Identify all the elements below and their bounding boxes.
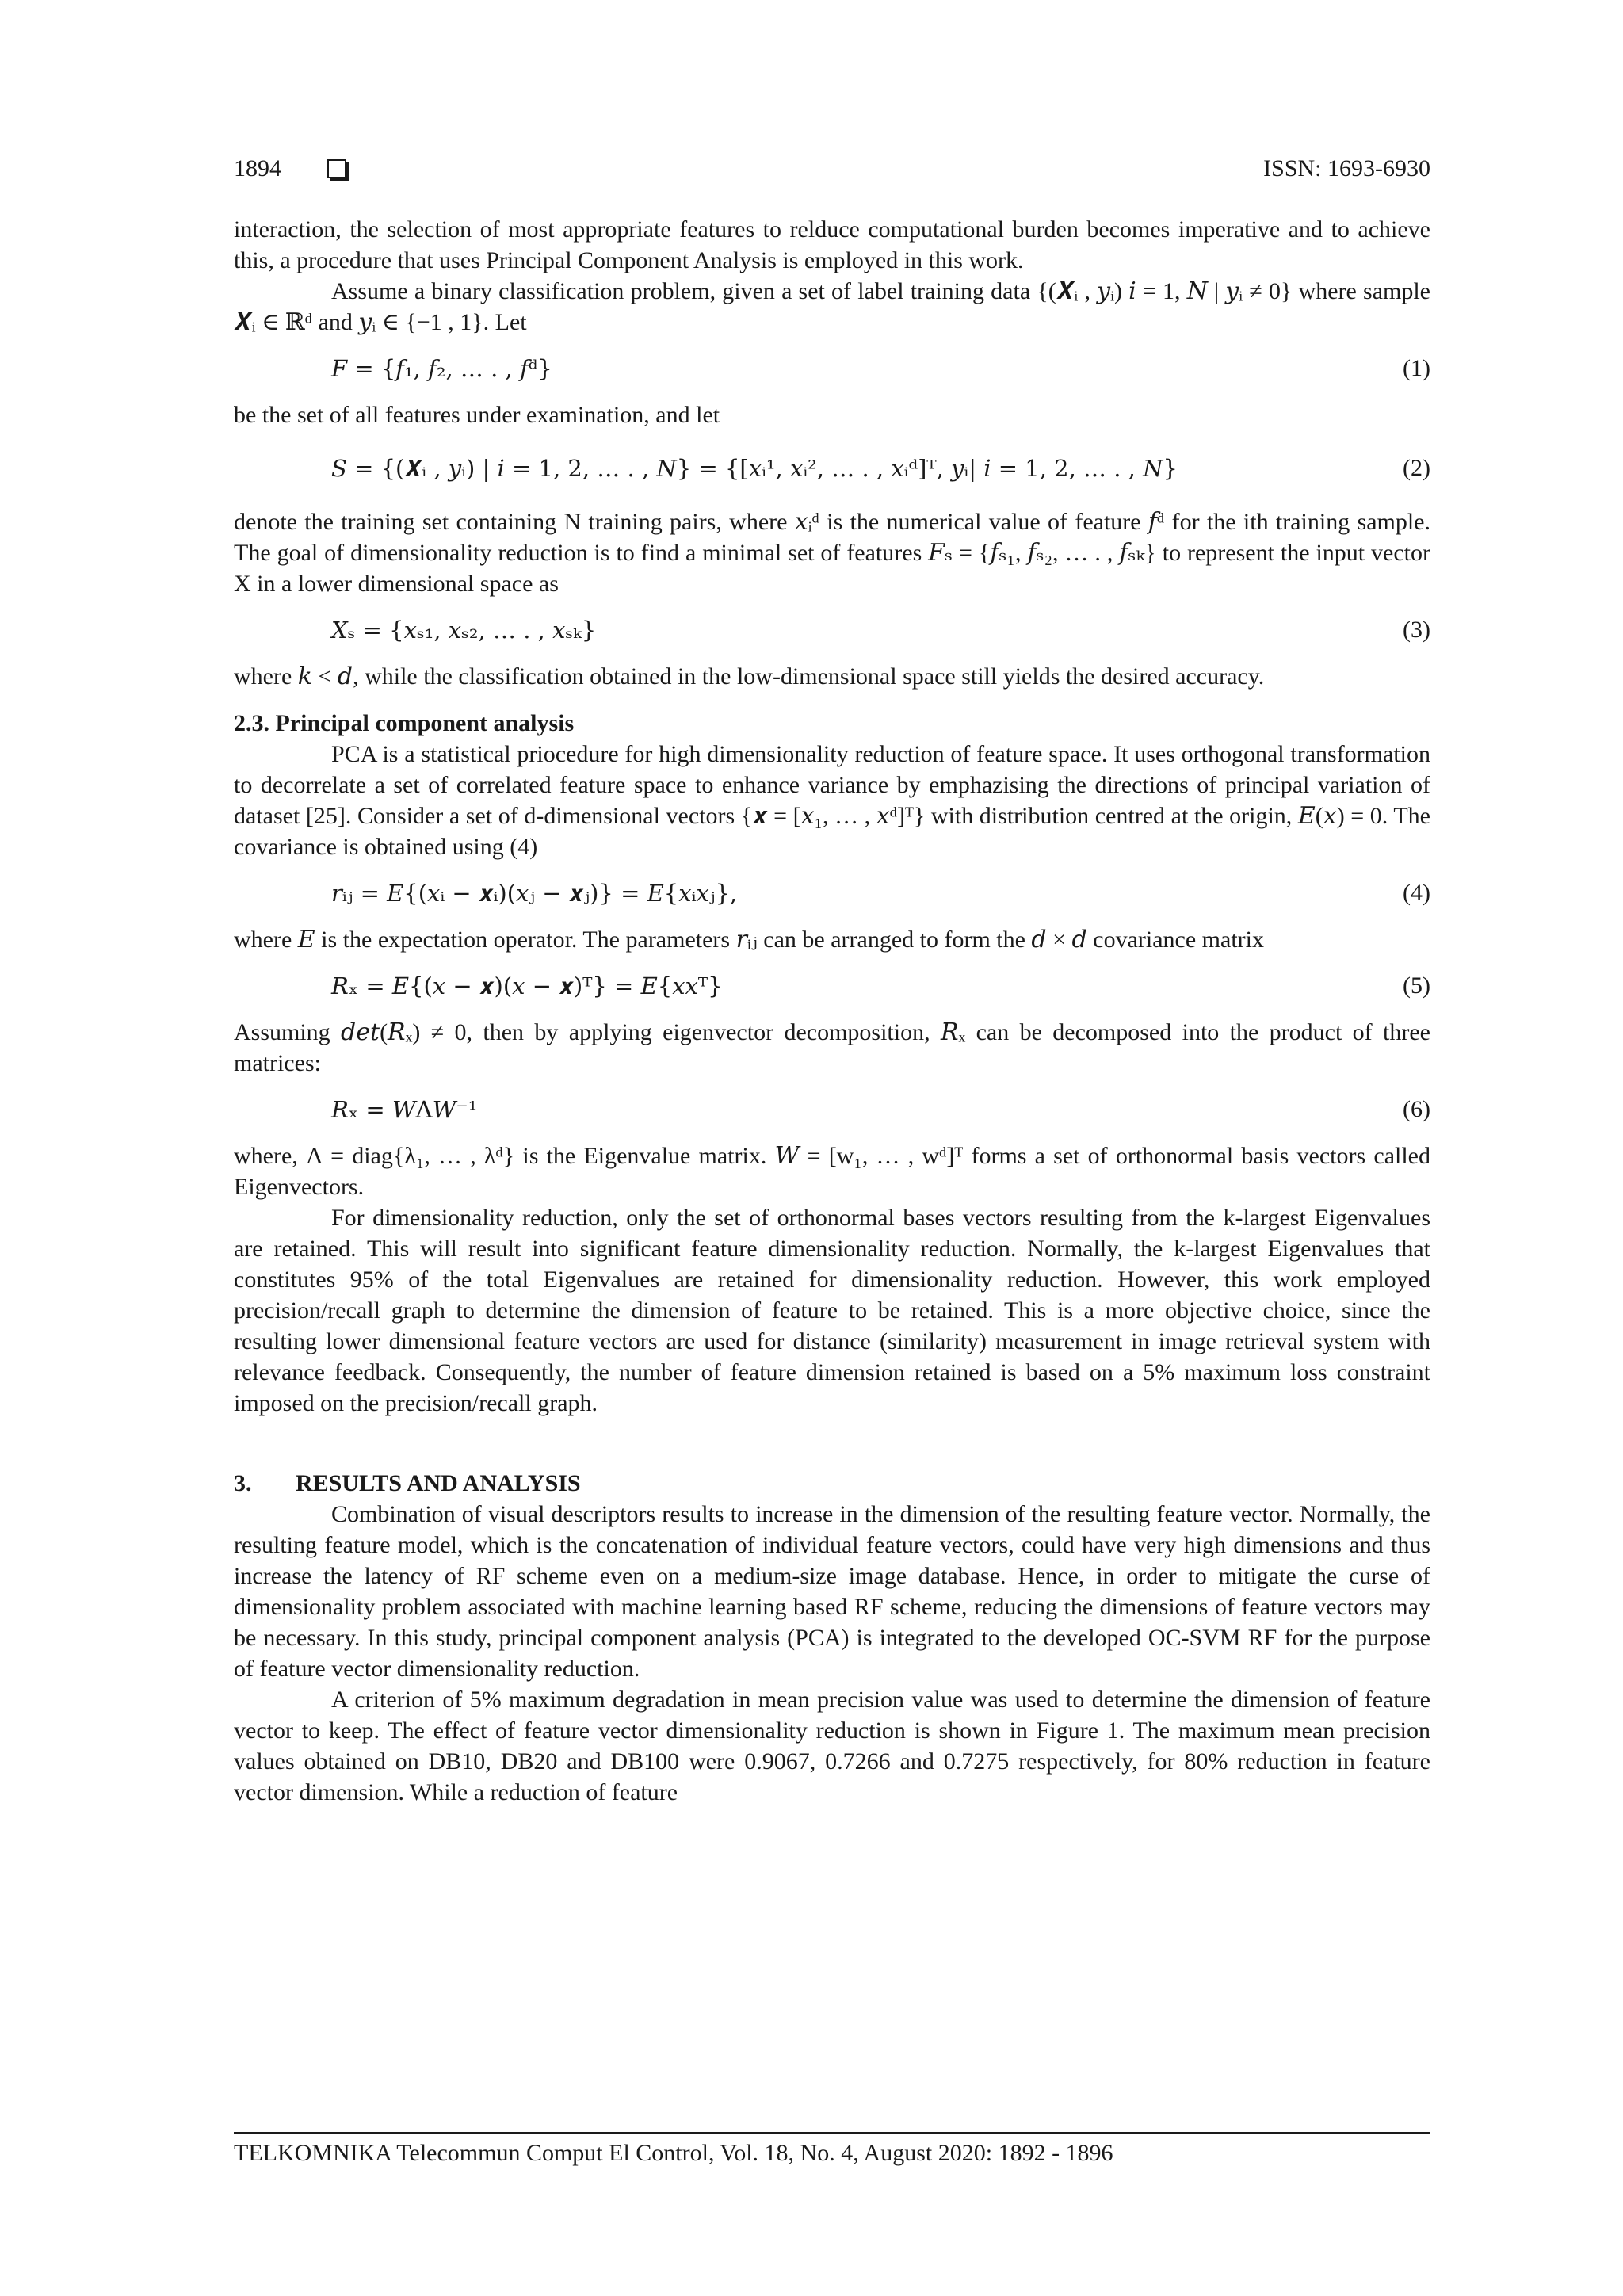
paragraph: where, Λ = diag{λ₁, … , λᵈ} is the Eigenvalue matrix. 𝑊 = [w₁, … , wᵈ]ᵀ forms a set of orthonormal basis vectors called Eigenvectors. (234, 1143, 1430, 1200)
page-number: 1894 (234, 155, 281, 181)
paragraph: where 𝑘 < 𝑑, while the classification obtained in the low-dimensional space still yields the desired accuracy. (234, 663, 1265, 690)
paragraph: Combination of visual descriptors results to increase in the dimension of the resulting feature vector. Normally, the resulting feature model, which is the concatenation of individual feature vectors, could have very high dimensions and thus increase the latency of RF scheme even on a medium-size image database. Hence, in order to mitigate the curse of dimensionality problem associated with machine learning based RF scheme, reducing the dimensions of feature vectors may be necessary. In this study, principal component analysis (PCA) is integrated to the developed OC-SVM RF for the purpose of feature vector dimensionality reduction. (234, 1501, 1430, 1682)
equation-expression: 𝑋ₛ = {𝑥ₛ₁, 𝑥ₛ₂, … . , 𝑥ₛₖ} (331, 617, 597, 644)
running-header (234, 155, 1430, 190)
page-body (234, 214, 1430, 1808)
section-title: RESULTS AND ANALYSIS (296, 1470, 581, 1496)
section-heading-2-3: 2.3. Principal component analysis (234, 710, 575, 736)
equation-1 (234, 338, 1430, 399)
equation-expression: 𝑅ₓ = 𝑊Λ𝑊⁻¹ (331, 1096, 478, 1123)
paragraph: Assuming 𝑑𝑒𝑡(𝑅ₓ) ≠ 0, then by applying eigenvector decomposition, 𝑅ₓ can be decomposed into the product of three matrices: (234, 1019, 1430, 1076)
section-heading-3 (234, 1468, 1430, 1499)
equation-2 (234, 430, 1430, 506)
paragraph: A criterion of 5% maximum degradation in mean precision value was used to determine the dimension of feature vector to keep. The effect of feature vector dimensionality reduction is shown in Figure 1. The maximum mean precision values obtained on DB10, DB20 and DB100 were 0.9067, 0.7266 and 0.7275 respectively, for 80% reduction in feature vector dimension. While a reduction of feature (234, 1687, 1430, 1805)
equation-expression: 𝑅ₓ = 𝐸{(𝑥 − 𝒙)(𝑥 − 𝒙)ᵀ} = 𝐸{𝑥𝑥ᵀ} (331, 972, 723, 999)
equation-6 (234, 1079, 1430, 1140)
equation-number: (5) (1403, 972, 1430, 999)
running-footer: TELKOMNIKA Telecommun Comput El Control, Vol. 18, No. 4, August 2020: 1892 - 1896 (234, 2140, 1113, 2166)
paragraph: For dimensionality reduction, only the set of orthonormal bases vectors resulting from the k-largest Eigenvalues are retained. This will result into significant feature dimensionality reduction. Normally, the k-largest Eigenvalues that constitutes 95% of the total Eigenvalues are retained for dimensionality reduction. However, this work employed precision/recall graph to determine the dimension of feature to be retained. This is a more objective choice, since the resulting lower dimensional feature vectors are used for distance (similarity) measurement in image retrieval system with relevance feedback. Consequently, the number of feature dimension retained is based on a 5% maximum loss constraint imposed on the precision/recall graph. (234, 1205, 1430, 1416)
equation-number: (4) (1403, 880, 1430, 906)
equation-expression: 𝑟ᵢⱼ = 𝐸{(𝑥ᵢ − 𝒙ᵢ)(𝑥ⱼ − 𝒙ⱼ)} = 𝐸{𝑥ᵢ𝑥ⱼ}, (331, 880, 738, 907)
paragraph: be the set of all features under examination, and let (234, 402, 720, 428)
paragraph: denote the training set containing N training pairs, where 𝑥ᵢᵈ is the numerical value of feature 𝑓ᵈ for the ith training sample. The goal of dimensionality reduction is to find a minimal set of features 𝐹ₛ = {𝑓ₛ₁, 𝑓ₛ₂, … . , 𝑓ₛₖ} to represent the input vector X in a lower dimensional space as (234, 509, 1430, 597)
paragraph: Assume a binary classification problem, given a set of label training data {(𝑿ᵢ , 𝑦ᵢ) 𝑖 = 1, 𝑁 | 𝑦ᵢ ≠ 0} where sample 𝑿ᵢ ∈ ℝᵈ and 𝑦ᵢ ∈ {−1 , 1}. Let (234, 278, 1430, 335)
equation-number: (1) (1403, 355, 1430, 381)
paragraph: PCA is a statistical priocedure for high dimensionality reduction of feature space. It uses orthogonal transformation to decorrelate a set of correlated feature space to enhance variance by emphazising the directions of principal variation of dataset [25]. Consider a set of d-dimensional vectors {𝒙 = [𝑥₁, … , 𝑥ᵈ]ᵀ} with distribution centred at the origin, 𝐸(𝑥) = 0. The covariance is obtained using (4) (234, 741, 1430, 860)
equation-number: (2) (1403, 455, 1430, 481)
equation-expression: 𝐹 = {𝑓₁, 𝑓₂, … . , 𝑓ᵈ} (331, 355, 552, 382)
footer-rule (234, 2132, 1430, 2134)
paragraph: where 𝐸 is the expectation operator. The parameters 𝑟ᵢⱼ can be arranged to form the 𝑑 × 𝑑 covariance matrix (234, 926, 1264, 953)
equation-expression: 𝑆 = {(𝑿ᵢ , 𝑦ᵢ) | 𝑖 = 1, 2, … . , 𝑁} = {[𝑥ᵢ¹, 𝑥ᵢ², … . , 𝑥ᵢᵈ]ᵀ, 𝑦ᵢ| 𝑖 = 1, 2, … . , 𝑁} (331, 455, 1178, 482)
equation-5 (234, 955, 1430, 1017)
equation-number: (6) (1403, 1096, 1430, 1122)
issn: ISSN: 1693-6930 (1263, 155, 1430, 181)
paragraph: interaction, the selection of most appropriate features to relduce computational burden becomes imperative and to achieve this, a procedure that uses Principal Component Analysis is employed in this work. (234, 216, 1430, 273)
section-number: 3. (234, 1470, 252, 1496)
equation-3 (234, 599, 1430, 661)
equation-4 (234, 862, 1430, 924)
square-bullet-icon (327, 159, 346, 178)
equation-number: (3) (1403, 617, 1430, 643)
